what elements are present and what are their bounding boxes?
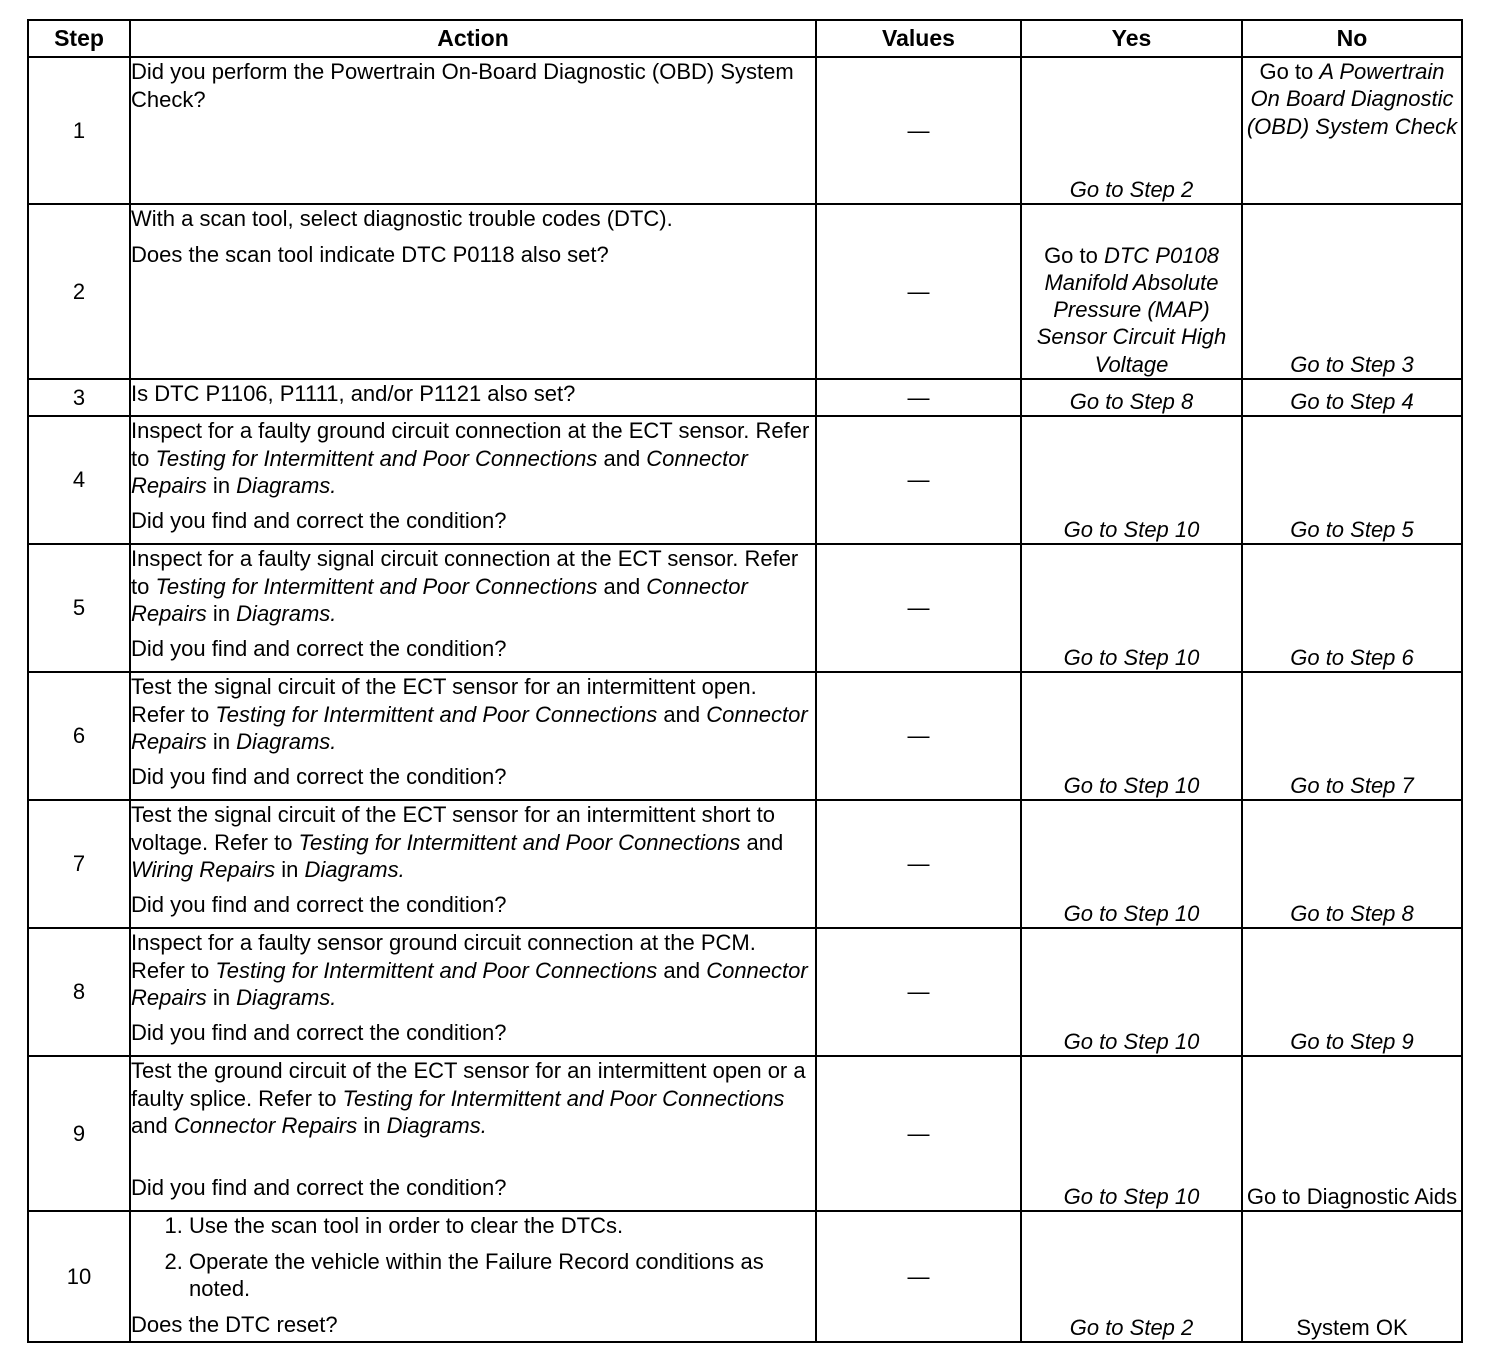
action-cell [130, 57, 816, 204]
diagnostic-table [27, 19, 1463, 1343]
action-text: in [206, 601, 237, 626]
header-step: Step [28, 20, 130, 57]
no-cell [1242, 379, 1462, 416]
values-cell: — [816, 928, 1021, 1056]
no-cell [1242, 57, 1462, 204]
action-text: Did you find and correct the condition? [131, 763, 507, 789]
no-text: Go to Step 8 [1290, 900, 1414, 926]
no-text: Go to Diagnostic Aids [1246, 1183, 1458, 1209]
table-row [28, 544, 1462, 672]
yes-text: Go to Step 10 [1063, 1183, 1200, 1209]
action-instruction [131, 1057, 815, 1140]
yes-cell [1021, 1211, 1242, 1342]
table-row [28, 416, 1462, 544]
action-cell [130, 928, 816, 1056]
action-text: Did you find and correct the condition? [131, 1174, 507, 1200]
table-row [28, 800, 1462, 928]
action-question [131, 241, 815, 269]
action-text: and [657, 701, 707, 727]
action-question [131, 891, 815, 919]
values-cell: — [816, 1056, 1021, 1211]
action-question [131, 507, 815, 535]
yes-text: Go to Step 10 [1063, 900, 1200, 926]
no-text: System OK [1296, 1314, 1408, 1340]
action-text: Inspect for a faulty sensor ground circuit connection at the PCM. Refer to [131, 930, 756, 983]
yes-cell [1021, 416, 1242, 544]
yes-cell [1021, 672, 1242, 800]
no-text: Go to [1259, 59, 1320, 84]
action-text: Testing for Intermittent and Poor Connections [215, 701, 658, 727]
action-text: Does the scan tool indicate DTC P0118 also set? [131, 241, 609, 267]
action-text: Testing for Intermittent and Poor Connections [155, 573, 598, 599]
action-text: With a scan tool, select diagnostic trouble codes (DTC). [131, 206, 673, 231]
yes-cell [1021, 544, 1242, 672]
values-cell: — [816, 57, 1021, 204]
yes-cell [1021, 928, 1242, 1056]
no-text: Go to Step 7 [1290, 772, 1414, 798]
action-text: and [740, 829, 784, 855]
list-item: 2. Operate the vehicle within the Failure Record conditions as noted. [189, 1248, 815, 1303]
no-cell [1242, 928, 1462, 1056]
action-cell [130, 800, 816, 928]
action-instruction [131, 58, 815, 113]
yes-cell [1021, 800, 1242, 928]
action-text: Connector Repairs [173, 1113, 358, 1138]
action-text: and [657, 957, 707, 983]
action-cell [130, 1056, 816, 1211]
action-text: Did you find and correct the condition? [131, 635, 507, 661]
yes-text: Go to Step 10 [1063, 1028, 1200, 1054]
no-cell [1242, 800, 1462, 928]
table-row [28, 204, 1462, 379]
step-number: 6 [28, 672, 130, 800]
table-row [28, 1211, 1462, 1342]
yes-cell [1021, 379, 1242, 416]
action-text: Did you find and correct the condition? [131, 891, 507, 917]
header-no: No [1242, 20, 1462, 57]
action-instruction [131, 673, 815, 756]
yes-cell [1021, 57, 1242, 204]
action-text: in [206, 985, 237, 1010]
table-row [28, 928, 1462, 1056]
action-instruction [131, 801, 815, 884]
action-text: Connector Repairs [131, 957, 808, 1010]
action-text: Diagrams. [236, 985, 337, 1010]
action-text: Connector Repairs [131, 701, 808, 754]
header-values: Values [816, 20, 1021, 57]
action-text: Connector Repairs [131, 445, 748, 498]
action-text: Testing for Intermittent and Poor Connections [155, 445, 598, 471]
step-number: 10 [28, 1211, 130, 1342]
step-number: 3 [28, 379, 130, 416]
step-number: 9 [28, 1056, 130, 1211]
step-number: 2 [28, 204, 130, 379]
no-cell [1242, 204, 1462, 379]
no-cell [1242, 1056, 1462, 1211]
action-text: Does the DTC reset? [131, 1311, 338, 1337]
values-cell: — [816, 544, 1021, 672]
no-cell [1242, 1211, 1462, 1342]
values-cell: — [816, 204, 1021, 379]
step-number: 4 [28, 416, 130, 544]
action-instruction [131, 205, 815, 233]
table-row [28, 672, 1462, 800]
action-text: and [597, 445, 647, 471]
yes-text: Go to Step 10 [1063, 772, 1200, 798]
no-text: Go to Step 9 [1290, 1028, 1414, 1054]
no-text: Go to Step 5 [1290, 516, 1414, 542]
table-row [28, 1056, 1462, 1211]
header-row [28, 20, 1462, 57]
action-text: Did you find and correct the condition? [131, 1019, 507, 1045]
yes-text: Go to [1044, 242, 1104, 268]
yes-text: Go to Step 2 [1069, 1314, 1194, 1340]
action-question [131, 1019, 815, 1047]
no-text: A Powertrain On Board Diagnostic (OBD) System Check [1246, 59, 1458, 139]
action-cell [130, 1211, 816, 1342]
action-cell [130, 544, 816, 672]
action-text: Inspect for a faulty signal circuit connection at the ECT sensor. Refer to [131, 546, 799, 599]
action-text: Testing for Intermittent and Poor Connections [215, 957, 658, 983]
yes-text: Go to Step 8 [1069, 388, 1194, 414]
action-text: in [357, 1113, 387, 1138]
action-text: Wiring Repairs [131, 857, 276, 882]
action-instruction [131, 380, 815, 408]
values-cell: — [816, 800, 1021, 928]
action-text: and [597, 573, 647, 599]
action-text: Testing for Intermittent and Poor Connections [342, 1085, 785, 1111]
yes-text: Go to Step 2 [1069, 176, 1194, 202]
action-text: Diagrams. [236, 601, 337, 626]
table-row [28, 57, 1462, 204]
list-item: 1. Use the scan tool in order to clear the DTCs. [189, 1212, 815, 1240]
action-text: Did you perform the Powertrain On-Board Diagnostic (OBD) System Check? [131, 59, 794, 112]
table-row [28, 379, 1462, 416]
action-text: Did you find and correct the condition? [131, 507, 507, 533]
no-cell [1242, 416, 1462, 544]
yes-text: Go to Step 10 [1063, 644, 1200, 670]
action-cell [130, 379, 816, 416]
header-yes: Yes [1021, 20, 1242, 57]
step-number: 7 [28, 800, 130, 928]
action-text: and [131, 1113, 174, 1138]
no-text: Go to Step 4 [1290, 388, 1414, 414]
action-steps-list [131, 1212, 815, 1303]
action-cell [130, 204, 816, 379]
no-text: Go to Step 6 [1290, 644, 1414, 670]
action-text: Test the signal circuit of the ECT sensor for an intermittent short to voltage. Refer to [131, 802, 775, 855]
action-question [131, 763, 815, 791]
action-text: Inspect for a faulty ground circuit connection at the ECT sensor. Refer to [131, 418, 810, 471]
action-question [131, 1174, 815, 1202]
action-text: Diagrams. [236, 729, 337, 754]
action-text: Test the signal circuit of the ECT sensor for an intermittent open. Refer to [131, 674, 757, 727]
action-instruction [131, 545, 815, 628]
action-text: Is DTC P1106, P1111, and/or P1121 also set? [131, 381, 576, 406]
step-number: 5 [28, 544, 130, 672]
step-number: 8 [28, 928, 130, 1056]
action-text: in [206, 729, 237, 754]
action-text: Test the ground circuit of the ECT sensor for an intermittent open or a faulty splice. Refer to [131, 1058, 806, 1111]
no-cell [1242, 544, 1462, 672]
action-cell [130, 672, 816, 800]
yes-cell [1021, 204, 1242, 379]
action-text: in [275, 857, 305, 882]
values-cell: — [816, 416, 1021, 544]
action-instruction [131, 417, 815, 500]
action-text: Diagrams. [236, 473, 337, 498]
action-instruction [131, 929, 815, 1012]
no-cell [1242, 672, 1462, 800]
yes-cell [1021, 1056, 1242, 1211]
action-text: in [206, 473, 237, 498]
yes-text: DTC P0108 Manifold Absolute Pressure (MAP) Sensor Circuit High Voltage [1036, 242, 1227, 377]
action-text: Connector Repairs [131, 573, 748, 626]
action-cell [130, 416, 816, 544]
yes-text: Go to Step 10 [1063, 516, 1200, 542]
action-question [131, 635, 815, 663]
values-cell: — [816, 379, 1021, 416]
no-text: Go to Step 3 [1290, 351, 1414, 377]
table-body [28, 57, 1462, 1342]
values-cell: — [816, 1211, 1021, 1342]
action-text: Diagrams. [386, 1113, 487, 1138]
values-cell: — [816, 672, 1021, 800]
action-text: Testing for Intermittent and Poor Connections [298, 829, 741, 855]
header-action: Action [130, 20, 816, 57]
action-text: Diagrams. [304, 857, 405, 882]
action-question [131, 1311, 815, 1339]
step-number: 1 [28, 57, 130, 204]
